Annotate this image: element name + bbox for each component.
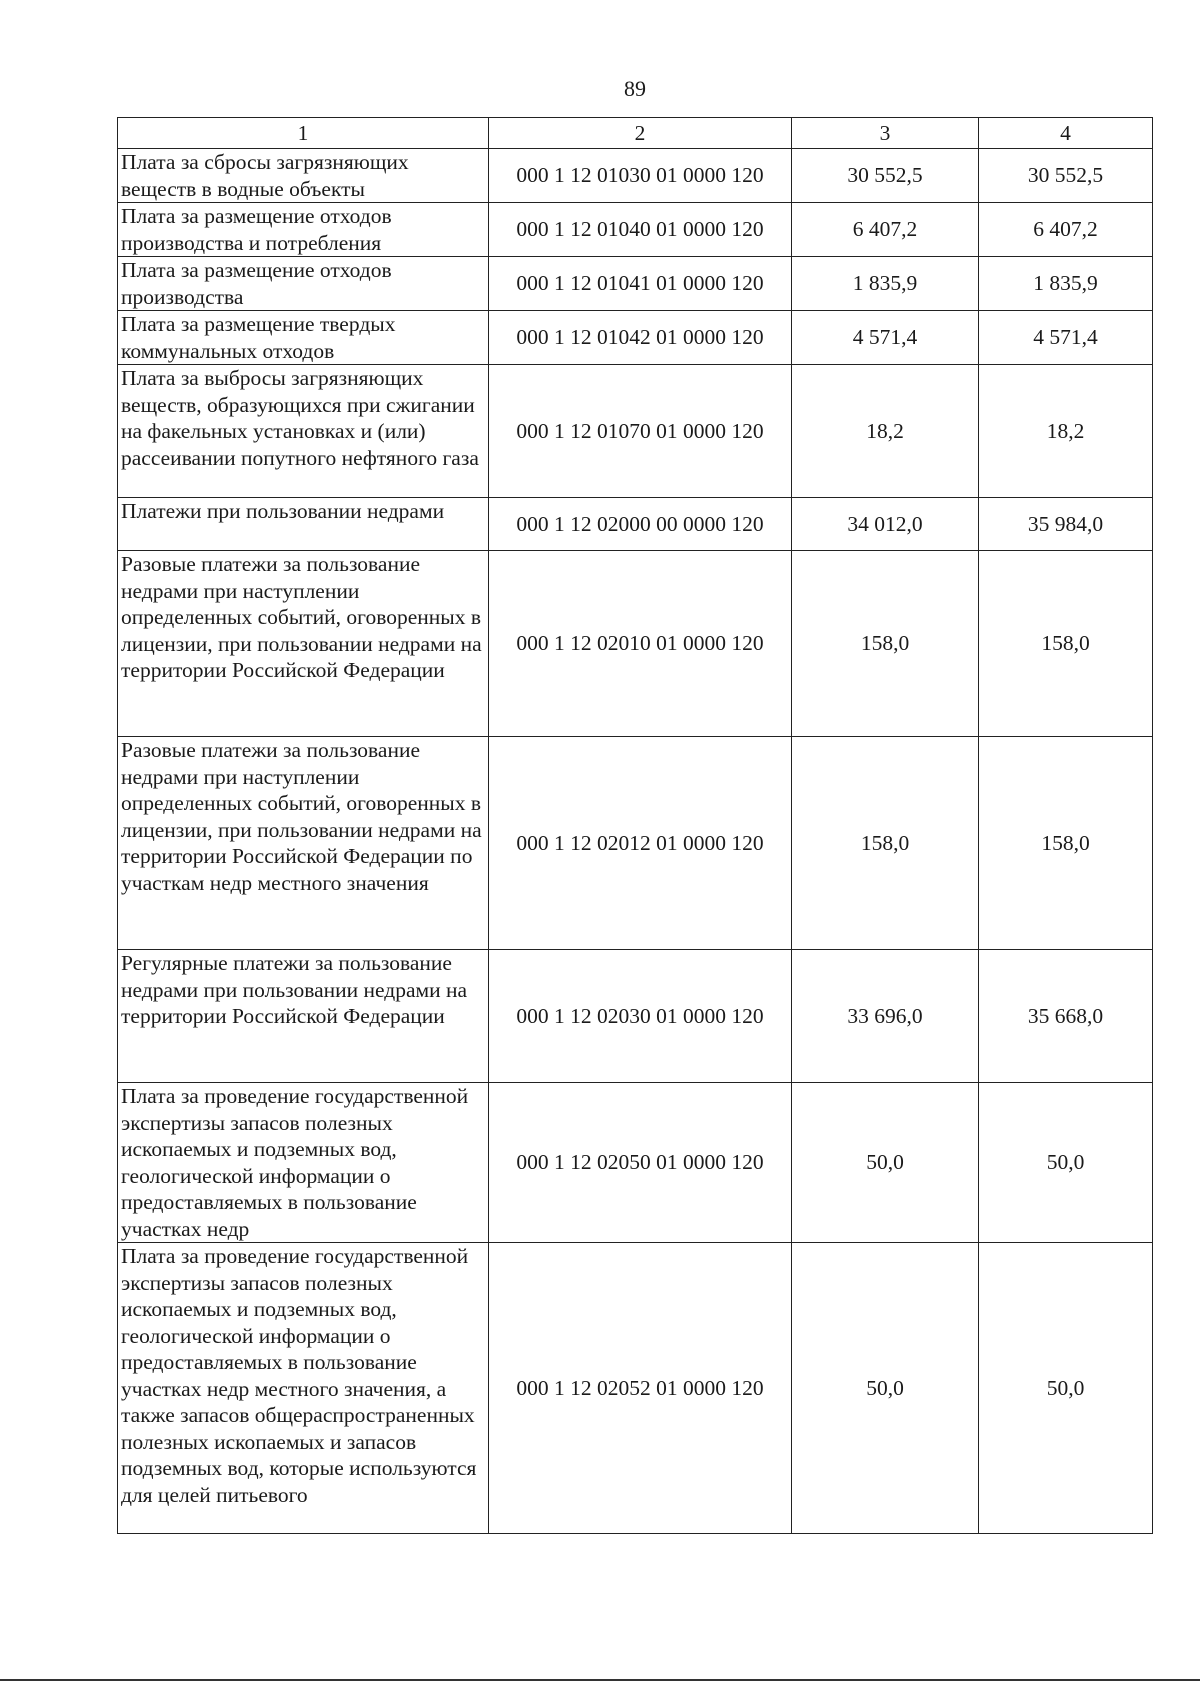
table-row (118, 1083, 1153, 1243)
row-code-cell: 000 1 12 02052 01 0000 120 (489, 1243, 792, 1534)
row-name-cell: Плата за проведение государственной экспертизы запасов полезных ископаемых и подземных вод, геологической информации о предоставляемых в пользование участках недр (118, 1083, 489, 1243)
row-value-col4-cell: 158,0 (979, 737, 1153, 950)
row-value-col4-cell: 35 984,0 (979, 498, 1153, 551)
row-value-col3-cell: 34 012,0 (792, 498, 979, 551)
row-value-col4-cell: 1 835,9 (979, 257, 1153, 311)
table-row (118, 498, 1153, 551)
row-value-col3-cell: 1 835,9 (792, 257, 979, 311)
row-name-cell: Регулярные платежи за пользование недрами при пользовании недрами на территории Российской Федерации (118, 950, 489, 1083)
row-code-cell: 000 1 12 02012 01 0000 120 (489, 737, 792, 950)
row-value-col3-cell: 33 696,0 (792, 950, 979, 1083)
table-row (118, 1243, 1153, 1534)
table-row (118, 257, 1153, 311)
row-value-col4-cell: 158,0 (979, 551, 1153, 737)
row-code-cell: 000 1 12 01030 01 0000 120 (489, 149, 792, 203)
row-code-cell: 000 1 12 02010 01 0000 120 (489, 551, 792, 737)
row-value-col4-cell: 18,2 (979, 365, 1153, 498)
bottom-rule (0, 1679, 1200, 1681)
row-name-cell: Разовые платежи за пользование недрами при наступлении определенных событий, оговоренных в лицензии, при пользовании недрами на территории Российской Федерации по участкам недр местного значения (118, 737, 489, 950)
column-header-2: 2 (489, 118, 792, 149)
column-header-1: 1 (118, 118, 489, 149)
row-value-col4-cell: 6 407,2 (979, 203, 1153, 257)
row-name-cell: Плата за выбросы загрязняющих веществ, образующихся при сжигании на факельных установках и (или) рассеивании попутного нефтяного газа (118, 365, 489, 498)
table-row (118, 950, 1153, 1083)
row-name-cell: Плата за сбросы загрязняющих веществ в водные объекты (118, 149, 489, 203)
table-header-row (118, 118, 1153, 149)
row-code-cell: 000 1 12 02000 00 0000 120 (489, 498, 792, 551)
row-value-col4-cell: 30 552,5 (979, 149, 1153, 203)
row-name-cell: Платежи при пользовании недрами (118, 498, 489, 551)
budget-table (117, 117, 1153, 1534)
row-value-col4-cell: 4 571,4 (979, 311, 1153, 365)
table-row (118, 311, 1153, 365)
row-name-cell: Плата за проведение государственной экспертизы запасов полезных ископаемых и подземных вод, геологической информации о предоставляемых в пользование участках недр местного значения, а также запасов общераспространенных полезных ископаемых и запасов подземных вод, которые используются для целей питьевого (118, 1243, 489, 1534)
row-code-cell: 000 1 12 01070 01 0000 120 (489, 365, 792, 498)
row-value-col4-cell: 50,0 (979, 1243, 1153, 1534)
row-value-col3-cell: 50,0 (792, 1083, 979, 1243)
row-code-cell: 000 1 12 01042 01 0000 120 (489, 311, 792, 365)
page-number: 89 (624, 76, 646, 101)
row-code-cell: 000 1 12 02050 01 0000 120 (489, 1083, 792, 1243)
row-name-cell: Плата за размещение отходов производства и потребления (118, 203, 489, 257)
row-value-col3-cell: 158,0 (792, 737, 979, 950)
row-code-cell: 000 1 12 01040 01 0000 120 (489, 203, 792, 257)
row-name-cell: Плата за размещение отходов производства (118, 257, 489, 311)
row-name-cell: Плата за размещение твердых коммунальных отходов (118, 311, 489, 365)
table-row (118, 149, 1153, 203)
row-value-col3-cell: 6 407,2 (792, 203, 979, 257)
row-value-col3-cell: 50,0 (792, 1243, 979, 1534)
row-code-cell: 000 1 12 02030 01 0000 120 (489, 950, 792, 1083)
table-row (118, 737, 1153, 950)
row-value-col4-cell: 35 668,0 (979, 950, 1153, 1083)
row-name-cell: Разовые платежи за пользование недрами при наступлении определенных событий, оговоренных в лицензии, при пользовании недрами на территории Российской Федерации (118, 551, 489, 737)
row-code-cell: 000 1 12 01041 01 0000 120 (489, 257, 792, 311)
row-value-col4-cell: 50,0 (979, 1083, 1153, 1243)
row-value-col3-cell: 18,2 (792, 365, 979, 498)
table-row (118, 365, 1153, 498)
row-value-col3-cell: 30 552,5 (792, 149, 979, 203)
table-row (118, 203, 1153, 257)
column-header-4: 4 (979, 118, 1153, 149)
table-row (118, 551, 1153, 737)
row-value-col3-cell: 158,0 (792, 551, 979, 737)
row-value-col3-cell: 4 571,4 (792, 311, 979, 365)
column-header-3: 3 (792, 118, 979, 149)
